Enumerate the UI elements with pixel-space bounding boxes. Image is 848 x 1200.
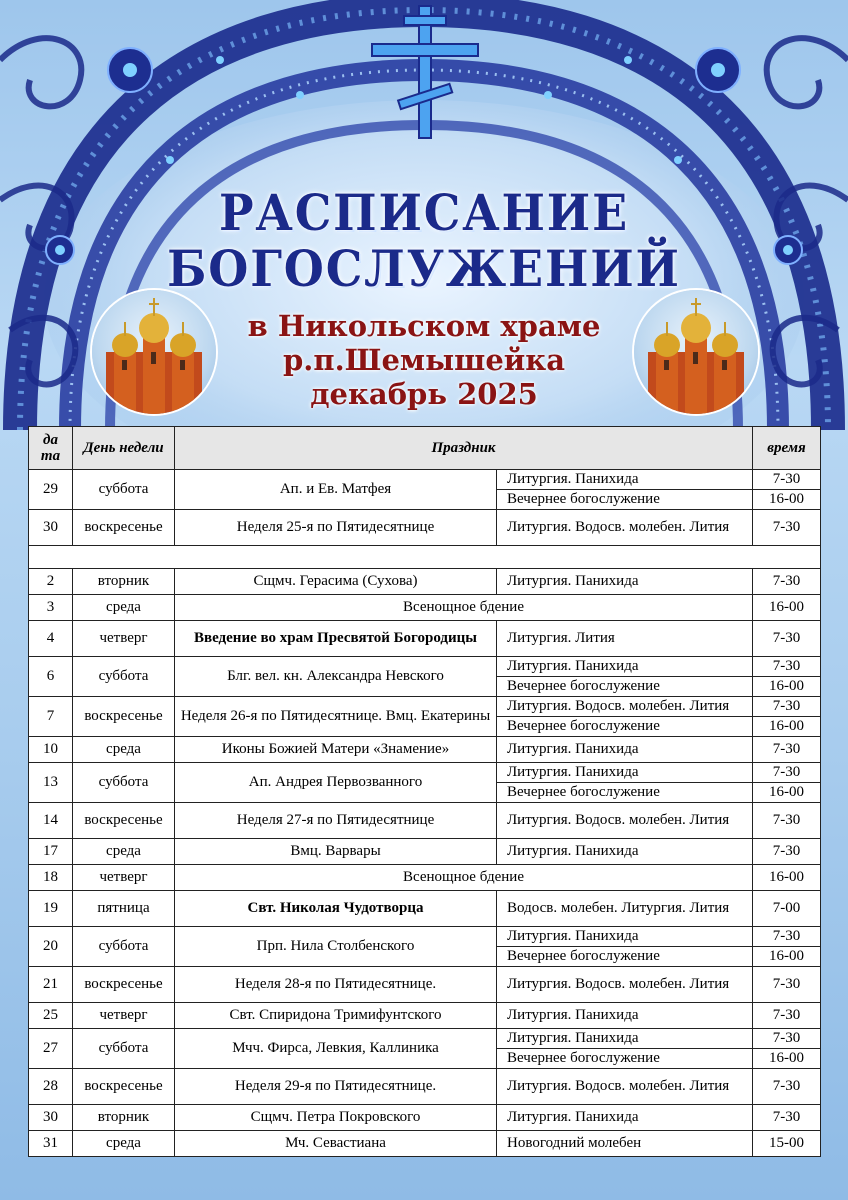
date-cell: 21 xyxy=(29,967,73,1003)
table-row xyxy=(29,1131,821,1157)
schedule-table-wrap xyxy=(28,426,820,1157)
time-cell: 7-00 xyxy=(753,891,821,927)
date-cell: 3 xyxy=(29,595,73,621)
time-cell: 7-30 xyxy=(753,1029,821,1049)
merged-service-cell: Всенощное бдение xyxy=(175,865,753,891)
church-name: в Никольском храме xyxy=(247,309,601,343)
feast-cell: Неделя 28-я по Пятидесятнице. xyxy=(175,967,497,1003)
date-cell: 6 xyxy=(29,657,73,697)
service-cell: Литургия. Панихида xyxy=(497,737,753,763)
date-cell: 27 xyxy=(29,1029,73,1069)
weekday-cell: воскресенье xyxy=(73,967,175,1003)
time-cell: 7-30 xyxy=(753,470,821,490)
date-cell: 18 xyxy=(29,865,73,891)
table-row xyxy=(29,1069,821,1105)
service-cell: Литургия. Водосв. молебен. Лития xyxy=(497,1069,753,1105)
header-weekday: День недели xyxy=(73,427,175,470)
feast-cell: Прп. Нила Столбенского xyxy=(175,927,497,967)
title-line-1: РАСПИСАНИЕ xyxy=(218,183,630,242)
feast-cell: Мч. Севастиана xyxy=(175,1131,497,1157)
time-cell: 7-30 xyxy=(753,967,821,1003)
merged-service-cell: Всенощное бдение xyxy=(175,595,753,621)
table-row xyxy=(29,803,821,839)
time-cell: 7-30 xyxy=(753,621,821,657)
time-cell: 7-30 xyxy=(753,1003,821,1029)
feast-cell: Вмц. Варвары xyxy=(175,839,497,865)
feast-cell: Ап. Андрея Первозванного xyxy=(175,763,497,803)
service-cell: Вечернее богослужение xyxy=(497,783,753,803)
header-time: время xyxy=(753,427,821,470)
table-row xyxy=(29,1003,821,1029)
service-cell: Вечернее богослужение xyxy=(497,490,753,510)
feast-cell: Неделя 27-я по Пятидесятнице xyxy=(175,803,497,839)
month-label: декабрь 2025 xyxy=(310,377,538,411)
table-row xyxy=(29,865,821,891)
header-feast: Праздник xyxy=(175,427,753,470)
date-cell: 14 xyxy=(29,803,73,839)
date-cell: 25 xyxy=(29,1003,73,1029)
weekday-cell: суббота xyxy=(73,657,175,697)
weekday-cell: среда xyxy=(73,595,175,621)
time-cell: 16-00 xyxy=(753,677,821,697)
service-cell: Литургия. Панихида xyxy=(497,839,753,865)
time-cell: 16-00 xyxy=(753,595,821,621)
time-cell: 16-00 xyxy=(753,947,821,967)
date-cell: 4 xyxy=(29,621,73,657)
weekday-cell: пятница xyxy=(73,891,175,927)
spacer-row xyxy=(29,546,821,569)
date-cell: 20 xyxy=(29,927,73,967)
title-block xyxy=(0,185,848,411)
service-cell: Литургия. Панихида xyxy=(497,470,753,490)
header-date: да та xyxy=(29,427,73,470)
time-cell: 16-00 xyxy=(753,717,821,737)
service-cell: Вечернее богослужение xyxy=(497,947,753,967)
service-cell: Новогодний молебен xyxy=(497,1131,753,1157)
weekday-cell: четверг xyxy=(73,865,175,891)
time-cell: 15-00 xyxy=(753,1131,821,1157)
weekday-cell: суббота xyxy=(73,470,175,510)
time-cell: 16-00 xyxy=(753,783,821,803)
time-cell: 7-30 xyxy=(753,1069,821,1105)
time-cell: 7-30 xyxy=(753,763,821,783)
date-cell: 30 xyxy=(29,1105,73,1131)
table-row xyxy=(29,510,821,546)
time-cell: 16-00 xyxy=(753,865,821,891)
time-cell: 7-30 xyxy=(753,569,821,595)
date-cell: 29 xyxy=(29,470,73,510)
date-cell: 17 xyxy=(29,839,73,865)
table-row xyxy=(29,697,821,717)
table-row xyxy=(29,657,821,677)
table-row xyxy=(29,621,821,657)
time-cell: 16-00 xyxy=(753,1049,821,1069)
weekday-cell: четверг xyxy=(73,621,175,657)
service-cell: Литургия. Лития xyxy=(497,621,753,657)
time-cell: 7-30 xyxy=(753,737,821,763)
feast-cell: Неделя 25-я по Пятидесятнице xyxy=(175,510,497,546)
table-row xyxy=(29,839,821,865)
weekday-cell: воскресенье xyxy=(73,803,175,839)
date-cell: 2 xyxy=(29,569,73,595)
table-row xyxy=(29,927,821,947)
feast-cell: Блг. вел. кн. Александра Невского xyxy=(175,657,497,697)
service-cell: Литургия. Панихида xyxy=(497,763,753,783)
settlement-name: р.п.Шемышейка xyxy=(282,343,566,377)
service-cell: Литургия. Водосв. молебен. Лития xyxy=(497,697,753,717)
time-cell: 7-30 xyxy=(753,1105,821,1131)
service-cell: Литургия. Панихида xyxy=(497,569,753,595)
weekday-cell: суббота xyxy=(73,763,175,803)
table-row xyxy=(29,891,821,927)
table-row xyxy=(29,763,821,783)
time-cell: 7-30 xyxy=(753,927,821,947)
service-cell: Вечернее богослужение xyxy=(497,1049,753,1069)
table-row xyxy=(29,595,821,621)
date-cell: 28 xyxy=(29,1069,73,1105)
date-cell: 7 xyxy=(29,697,73,737)
table-header-row xyxy=(29,427,821,470)
date-cell: 19 xyxy=(29,891,73,927)
weekday-cell: среда xyxy=(73,1131,175,1157)
spacer-cell xyxy=(29,546,821,569)
weekday-cell: среда xyxy=(73,737,175,763)
service-cell: Литургия. Водосв. молебен. Лития xyxy=(497,803,753,839)
service-cell: Вечернее богослужение xyxy=(497,677,753,697)
time-cell: 7-30 xyxy=(753,839,821,865)
service-cell: Водосв. молебен. Литургия. Лития xyxy=(497,891,753,927)
table-row xyxy=(29,470,821,490)
feast-cell: Неделя 29-я по Пятидесятнице. xyxy=(175,1069,497,1105)
table-row xyxy=(29,1029,821,1049)
weekday-cell: воскресенье xyxy=(73,1069,175,1105)
feast-cell: Сщмч. Петра Покровского xyxy=(175,1105,497,1131)
table-row xyxy=(29,737,821,763)
time-cell: 7-30 xyxy=(753,510,821,546)
feast-cell: Ап. и Ев. Матфея xyxy=(175,470,497,510)
schedule-body xyxy=(29,470,821,1157)
service-cell: Литургия. Панихида xyxy=(497,927,753,947)
weekday-cell: суббота xyxy=(73,927,175,967)
time-cell: 7-30 xyxy=(753,803,821,839)
service-cell: Литургия. Панихида xyxy=(497,1003,753,1029)
date-cell: 30 xyxy=(29,510,73,546)
table-row xyxy=(29,569,821,595)
weekday-cell: воскресенье xyxy=(73,510,175,546)
weekday-cell: вторник xyxy=(73,1105,175,1131)
feast-cell: Сщмч. Герасима (Сухова) xyxy=(175,569,497,595)
feast-cell: Неделя 26-я по Пятидесятнице. Вмц. Екатерины xyxy=(175,697,497,737)
feast-cell: Иконы Божией Матери «Знамение» xyxy=(175,737,497,763)
weekday-cell: среда xyxy=(73,839,175,865)
title-line-2: БОГОСЛУЖЕНИЙ xyxy=(167,239,681,298)
service-cell: Литургия. Водосв. молебен. Лития xyxy=(497,510,753,546)
schedule-table xyxy=(28,426,821,1157)
feast-cell: Мчч. Фирса, Левкия, Каллиника xyxy=(175,1029,497,1069)
table-row xyxy=(29,967,821,1003)
date-cell: 10 xyxy=(29,737,73,763)
service-cell: Литургия. Панихида xyxy=(497,1029,753,1049)
weekday-cell: вторник xyxy=(73,569,175,595)
weekday-cell: четверг xyxy=(73,1003,175,1029)
table-row xyxy=(29,1105,821,1131)
service-cell: Вечернее богослужение xyxy=(497,717,753,737)
time-cell: 7-30 xyxy=(753,657,821,677)
weekday-cell: воскресенье xyxy=(73,697,175,737)
service-cell: Литургия. Панихида xyxy=(497,657,753,677)
service-cell: Литургия. Водосв. молебен. Лития xyxy=(497,967,753,1003)
feast-cell: Свт. Спиридона Тримифунтского xyxy=(175,1003,497,1029)
feast-cell: Введение во храм Пресвятой Богородицы xyxy=(175,621,497,657)
feast-cell: Свт. Николая Чудотворца xyxy=(175,891,497,927)
time-cell: 16-00 xyxy=(753,490,821,510)
time-cell: 7-30 xyxy=(753,697,821,717)
service-cell: Литургия. Панихида xyxy=(497,1105,753,1131)
date-cell: 31 xyxy=(29,1131,73,1157)
date-cell: 13 xyxy=(29,763,73,803)
weekday-cell: суббота xyxy=(73,1029,175,1069)
